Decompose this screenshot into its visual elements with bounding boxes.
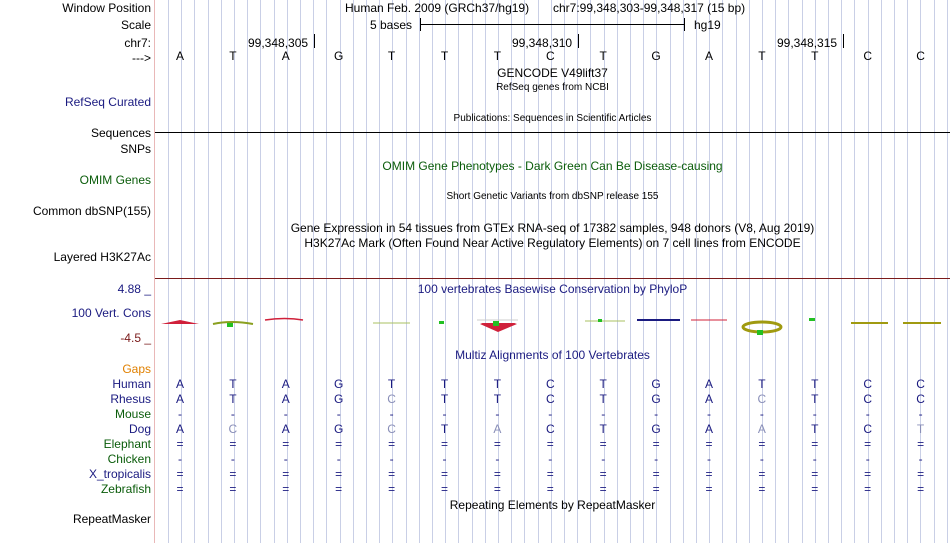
- aligned-base: =: [176, 482, 184, 496]
- aligned-base: A: [175, 422, 184, 436]
- species-label[interactable]: Mouse: [114, 407, 151, 421]
- aligned-base: =: [599, 467, 607, 481]
- strand-label[interactable]: --->: [132, 51, 151, 65]
- phylop-mark: [757, 330, 763, 335]
- aligned-base: =: [176, 437, 184, 451]
- aligned-base: =: [440, 482, 448, 496]
- aligned-base: A: [704, 392, 713, 406]
- aligned-base: -: [442, 452, 447, 466]
- species-label[interactable]: Elephant: [103, 437, 151, 451]
- aligned-base: =: [176, 467, 184, 481]
- track-label-dbsnp[interactable]: Common dbSNP(155): [32, 204, 151, 218]
- track-label-omim[interactable]: OMIM Genes: [79, 173, 151, 187]
- aligned-base: =: [440, 467, 448, 481]
- refseq-track-title[interactable]: RefSeq genes from NCBI: [496, 82, 609, 93]
- aligned-base: =: [864, 482, 872, 496]
- aligned-base: G: [651, 377, 661, 391]
- aligned-base: =: [758, 437, 766, 451]
- cons-track-title[interactable]: 100 vertebrates Basewise Conservation by PhyloP: [417, 282, 688, 296]
- aligned-base: T: [916, 422, 925, 436]
- aligned-base: -: [707, 407, 711, 421]
- base-letter: T: [811, 49, 819, 63]
- aligned-base: T: [229, 392, 237, 406]
- aligned-base: -: [654, 407, 659, 421]
- aligned-base: T: [599, 377, 607, 391]
- aligned-base: T: [493, 377, 502, 391]
- aligned-base: =: [917, 437, 925, 451]
- aligned-base: =: [546, 437, 554, 451]
- aligned-base: G: [334, 392, 344, 406]
- track-label-cons[interactable]: 100 Vert. Cons: [71, 306, 151, 320]
- species-label[interactable]: Human: [112, 377, 151, 391]
- aligned-base: =: [229, 437, 237, 451]
- position-tick-label: 99,348,315: [777, 36, 838, 50]
- aligned-base: -: [601, 407, 606, 421]
- aligned-base: =: [335, 467, 343, 481]
- aligned-base: T: [811, 422, 819, 436]
- aligned-base: -: [759, 452, 764, 466]
- aligned-base: =: [758, 482, 766, 496]
- aligned-base: =: [599, 437, 607, 451]
- position-tick-label: 99,348,310: [512, 36, 573, 50]
- scale-text: 5 bases: [370, 18, 413, 32]
- base-letter: T: [387, 49, 396, 63]
- base-letter: A: [704, 49, 713, 63]
- aligned-base: =: [493, 482, 501, 496]
- aligned-base: G: [334, 422, 344, 436]
- scale-bar: [420, 24, 685, 25]
- cons-min-value: -4.5 _: [120, 331, 151, 345]
- phylop-mark: [598, 319, 602, 322]
- aligned-base: =: [229, 482, 237, 496]
- aligned-base: -: [812, 407, 817, 421]
- aligned-base: -: [442, 407, 447, 421]
- species-label[interactable]: Zebrafish: [100, 482, 151, 496]
- species-label[interactable]: Rhesus: [110, 392, 151, 406]
- aligned-base: =: [652, 482, 660, 496]
- h3k27ac-track-title[interactable]: H3K27Ac Mark (Often Found Near Active Regulatory Elements) on 7 cell lines from ENCODE: [304, 236, 801, 250]
- aligned-base: G: [334, 377, 344, 391]
- aligned-base: -: [178, 452, 182, 466]
- aligned-base: =: [705, 437, 713, 451]
- aligned-base: -: [548, 407, 553, 421]
- aligned-base: =: [229, 467, 237, 481]
- base-letter: G: [651, 49, 661, 63]
- aligned-base: -: [389, 452, 394, 466]
- aligned-base: -: [918, 452, 923, 466]
- aligned-base: C: [863, 377, 873, 391]
- chrom-label: chr7:: [124, 36, 151, 50]
- aligned-base: =: [864, 437, 872, 451]
- base-letter: G: [334, 49, 344, 63]
- base-letter: T: [599, 49, 607, 63]
- aligned-base: T: [493, 392, 502, 406]
- track-image-area[interactable]: [155, 0, 950, 543]
- publications-track-title[interactable]: Publications: Sequences in Scientific Articles: [453, 113, 652, 124]
- base-letter: T: [493, 49, 502, 63]
- aligned-base: -: [707, 452, 711, 466]
- aligned-base: -: [918, 407, 923, 421]
- aligned-base: =: [917, 467, 925, 481]
- aligned-base: -: [495, 407, 500, 421]
- assembly-text: Human Feb. 2009 (GRCh37/hg19): [345, 1, 530, 15]
- position-tick: [843, 34, 844, 48]
- aligned-base: =: [917, 482, 925, 496]
- aligned-base: A: [175, 392, 184, 406]
- aligned-base: A: [704, 422, 713, 436]
- aligned-base: T: [440, 377, 449, 391]
- aligned-base: -: [654, 452, 659, 466]
- aligned-base: C: [387, 392, 396, 406]
- aligned-base: A: [175, 377, 184, 391]
- aligned-base: T: [811, 392, 819, 406]
- aligned-base: =: [546, 482, 554, 496]
- aligned-base: -: [230, 407, 235, 421]
- base-letter: T: [758, 49, 766, 63]
- aligned-base: -: [389, 407, 394, 421]
- base-letter: T: [440, 49, 449, 63]
- species-label[interactable]: Chicken: [107, 452, 151, 466]
- aligned-base: C: [545, 377, 555, 391]
- omim-track-title[interactable]: OMIM Gene Phenotypes - Dark Green Can Be Disease-causing: [382, 159, 723, 173]
- aligned-base: T: [440, 422, 449, 436]
- species-label[interactable]: Dog: [128, 422, 151, 436]
- aligned-base: -: [865, 452, 870, 466]
- cons-divider: [155, 278, 950, 279]
- aligned-base: =: [493, 467, 501, 481]
- position-text[interactable]: chr7:99,348,303-99,348,317 (15 bp): [553, 1, 746, 15]
- aligned-base: =: [440, 437, 448, 451]
- aligned-base: C: [916, 377, 925, 391]
- aligned-base: =: [599, 482, 607, 496]
- aligned-base: =: [282, 437, 290, 451]
- aligned-base: T: [440, 392, 449, 406]
- cons-max-value: 4.88 _: [117, 282, 151, 296]
- aligned-base: -: [230, 452, 235, 466]
- aligned-base: C: [545, 422, 555, 436]
- track-label-refseq[interactable]: RefSeq Curated: [64, 95, 151, 109]
- aligned-base: C: [387, 422, 396, 436]
- aligned-base: -: [336, 452, 341, 466]
- aligned-base: T: [599, 392, 607, 406]
- aligned-base: C: [863, 392, 873, 406]
- phylop-mark: [227, 323, 233, 327]
- aligned-base: =: [705, 482, 713, 496]
- phylop-mark: [493, 321, 499, 326]
- base-letter: A: [281, 49, 290, 63]
- aligned-base: -: [759, 407, 764, 421]
- position-tick-label: 99,348,305: [248, 36, 309, 50]
- aligned-base: T: [599, 422, 607, 436]
- aligned-base: G: [651, 392, 661, 406]
- aligned-base: C: [228, 422, 238, 436]
- position-tick: [578, 34, 579, 48]
- aligned-base: -: [283, 407, 288, 421]
- aligned-base: =: [864, 467, 872, 481]
- aligned-base: =: [388, 437, 396, 451]
- aligned-base: =: [546, 467, 554, 481]
- aligned-base: =: [758, 467, 766, 481]
- aligned-base: =: [493, 437, 501, 451]
- track-label-column: [0, 0, 155, 543]
- aligned-base: =: [282, 467, 290, 481]
- aligned-base: =: [388, 482, 396, 496]
- gtex-track-title[interactable]: Gene Expression in 54 tissues from GTEx RNA-seq of 17382 samples, 948 donors (V8, Aug 2019): [290, 221, 815, 235]
- aligned-base: -: [548, 452, 553, 466]
- aligned-base: T: [387, 377, 396, 391]
- phylop-mark: [809, 318, 815, 321]
- position-tick: [314, 34, 315, 48]
- aligned-base: =: [388, 467, 396, 481]
- phylop-mark: [161, 320, 199, 324]
- aligned-base: =: [282, 482, 290, 496]
- scale-label: Scale: [120, 18, 151, 32]
- base-letter: C: [863, 49, 873, 63]
- track-label-snps[interactable]: SNPs: [120, 142, 151, 156]
- track-label-repeatmasker[interactable]: RepeatMasker: [72, 512, 151, 526]
- base-letter: C: [545, 49, 555, 63]
- aligned-base: =: [652, 437, 660, 451]
- track-label-gaps[interactable]: Gaps: [122, 362, 151, 376]
- base-letter: T: [229, 49, 237, 63]
- base-letter: A: [175, 49, 184, 63]
- aligned-base: -: [495, 452, 500, 466]
- aligned-base: C: [863, 422, 873, 436]
- aligned-base: C: [757, 392, 767, 406]
- aligned-base: =: [811, 482, 819, 496]
- aligned-base: =: [811, 467, 819, 481]
- aligned-base: =: [811, 437, 819, 451]
- base-letter: C: [916, 49, 925, 63]
- aligned-base: A: [281, 392, 290, 406]
- track-label-sequences[interactable]: Sequences: [90, 126, 151, 140]
- aligned-base: G: [651, 422, 661, 436]
- aligned-base: T: [229, 377, 237, 391]
- aligned-base: -: [601, 452, 606, 466]
- window-position-label: Window Position: [62, 1, 151, 15]
- scale-bar-right-tick: [684, 18, 685, 31]
- aligned-base: =: [705, 467, 713, 481]
- aligned-base: T: [811, 377, 819, 391]
- repeatmasker-track-title[interactable]: Repeating Elements by RepeatMasker: [449, 498, 656, 512]
- aligned-base: A: [757, 422, 766, 436]
- multiz-track-title[interactable]: Multiz Alignments of 100 Vertebrates: [455, 348, 650, 362]
- aligned-base: A: [493, 422, 502, 436]
- aligned-base: A: [704, 377, 713, 391]
- dbsnp-track-title[interactable]: Short Genetic Variants from dbSNP release 155: [446, 191, 659, 202]
- aligned-base: C: [545, 392, 555, 406]
- aligned-base: C: [916, 392, 925, 406]
- aligned-base: =: [335, 482, 343, 496]
- aligned-base: T: [758, 377, 766, 391]
- species-label[interactable]: X_tropicalis: [88, 467, 151, 481]
- scale-bar-left-tick: [420, 18, 421, 31]
- track-label-h3k27ac[interactable]: Layered H3K27Ac: [53, 250, 151, 264]
- sequences-divider: [155, 132, 950, 133]
- scale-db: hg19: [694, 18, 721, 32]
- phylop-mark: [265, 319, 303, 321]
- aligned-base: -: [178, 407, 182, 421]
- phylop-conservation-plot: [155, 300, 950, 345]
- aligned-base: A: [281, 377, 290, 391]
- phylop-mark: [439, 321, 444, 324]
- aligned-base: -: [865, 407, 870, 421]
- aligned-base: -: [336, 407, 341, 421]
- aligned-base: -: [812, 452, 817, 466]
- aligned-base: A: [281, 422, 290, 436]
- aligned-base: =: [652, 467, 660, 481]
- aligned-base: -: [283, 452, 288, 466]
- gencode-track-title[interactable]: GENCODE V49lift37: [497, 66, 608, 80]
- aligned-base: =: [335, 437, 343, 451]
